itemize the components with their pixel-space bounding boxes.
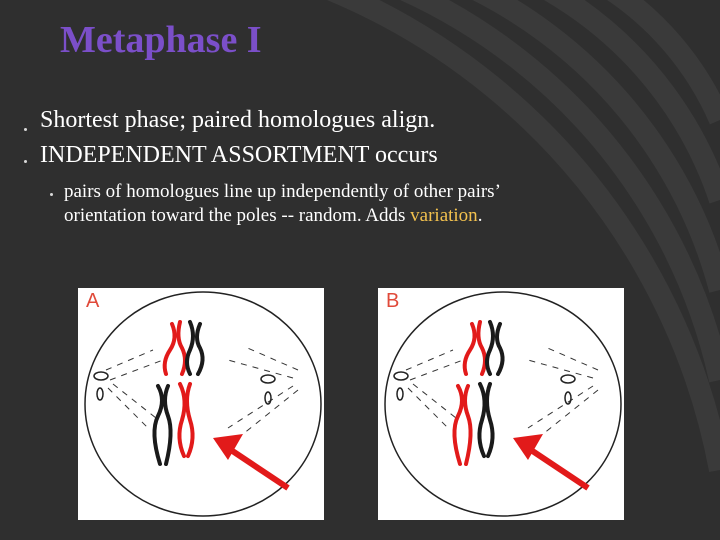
slide-title: Metaphase I: [60, 19, 262, 61]
sub-bullet-line-2-text: orientation toward the poles -- random. Adds: [64, 205, 411, 226]
sub-bullet-line-2-end: .: [477, 205, 483, 226]
figure-panel-b: [378, 288, 624, 520]
metaphase-diagram-b: [378, 288, 624, 520]
sub-bullet-line-1: pairs of homologues line up independently of other pairs’: [64, 181, 501, 202]
figure-label-b: B: [386, 290, 400, 312]
variation-highlight: variation: [410, 205, 478, 226]
bullet-1-text: Shortest phase; paired homologues align.: [40, 107, 436, 133]
figure-label-a: A: [86, 290, 100, 312]
metaphase-diagram-a: [78, 288, 324, 520]
bullet-2-bold: INDEPENDENT ASSORTMENT: [40, 142, 370, 168]
figure-panel-a: [78, 288, 324, 520]
bullet-2-rest: occurs: [369, 142, 438, 168]
